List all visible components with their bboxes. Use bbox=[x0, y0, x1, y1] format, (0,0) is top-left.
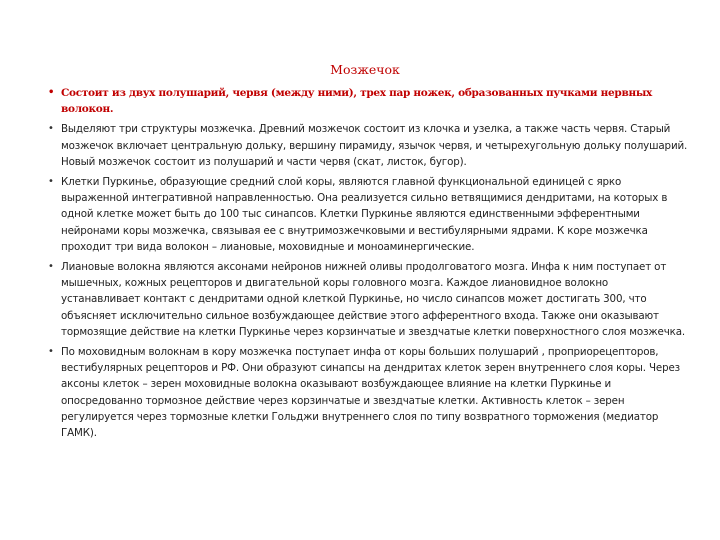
bullet-item-purkinje bbox=[48, 174, 688, 255]
bullet-text: Выделяют три структуры мозжечка. Древний мозжечок состоит из клочка и узелка, а также часть червя. Старый мозжечок включает центральную дольку, вершину пирамиду, язычок червя, и четырехугольную дольку полушарий. Новый мозжечок состоит из полушарий и части червя (скат, листок, бугор). bbox=[61, 123, 688, 168]
bullet-text: По моховидным волокнам в кору мозжечка поступает инфа от коры больших полушарий , проприорецепторов, вестибулярных рецепторов и РФ. Они образуют синапсы на дендритах клеток зерен внутреннего слоя коры. Через аксоны клеток – зерен моховидные волокна оказывают возбуждающее влияние на клетки Пуркинье и опосредованно тормозное действие через корзинчатые и звездчатые клетки. Активность клеток – зерен регулируется через тормозные клетки Гольджи внутреннего слоя по типу возвратного торможения (медиатор ГАМК). bbox=[61, 346, 681, 440]
bullet-marker: • bbox=[48, 87, 55, 98]
bullet-text: Состоит из двух полушарий, червя (между ними), трех пар ножек, образованных пучками нервных волокон. bbox=[61, 87, 653, 116]
bullet-list bbox=[48, 85, 688, 445]
bullet-marker: • bbox=[48, 176, 54, 188]
bullet-item-mossy-fibers bbox=[48, 344, 688, 441]
bullet-marker: • bbox=[48, 261, 54, 273]
bullet-text: Лиановые волокна являются аксонами нейронов нижней оливы продолговатого мозга. Инфа к ним поступает от мышечных, кожных рецепторов и двигательной коры головного мозга. Каждое лиановидное волокно устанавливает контакт с дендритами одной клеткой Пуркинье, но число синапсов может достигать 300, что объясняет исключительно сильное возбуждающее действие этого афферентного входа. Также они оказывают тормозящие действие на клетки Пуркинье через корзинчатые и звездчатые клетки поверхностного слоя мозжечка. bbox=[61, 261, 686, 338]
bullet-item-climbing-fibers bbox=[48, 259, 688, 340]
bullet-item-structure bbox=[48, 85, 688, 117]
bullet-marker: • bbox=[48, 346, 54, 358]
bullet-text: Клетки Пуркинье, образующие средний слой коры, являются главной функциональной единицей с ярко выраженной интегративной направленностью. Она реализуется сильно ветвящимися дендритами, на которых в одной клетке может быть до 100 тыс синапсов. Клетки Пуркинье являются единственными эфферентными нейронами коры мозжечка, связывая ее с внутримозжечковыми и вестибулярными ядрами. К коре мозжечка проходит три вида волокон – лиановые, моховидные и моноаминергические. bbox=[61, 176, 668, 253]
slide-title: Мозжечок bbox=[330, 62, 400, 77]
bullet-item-parts bbox=[48, 121, 688, 170]
bullet-marker: • bbox=[48, 123, 54, 135]
